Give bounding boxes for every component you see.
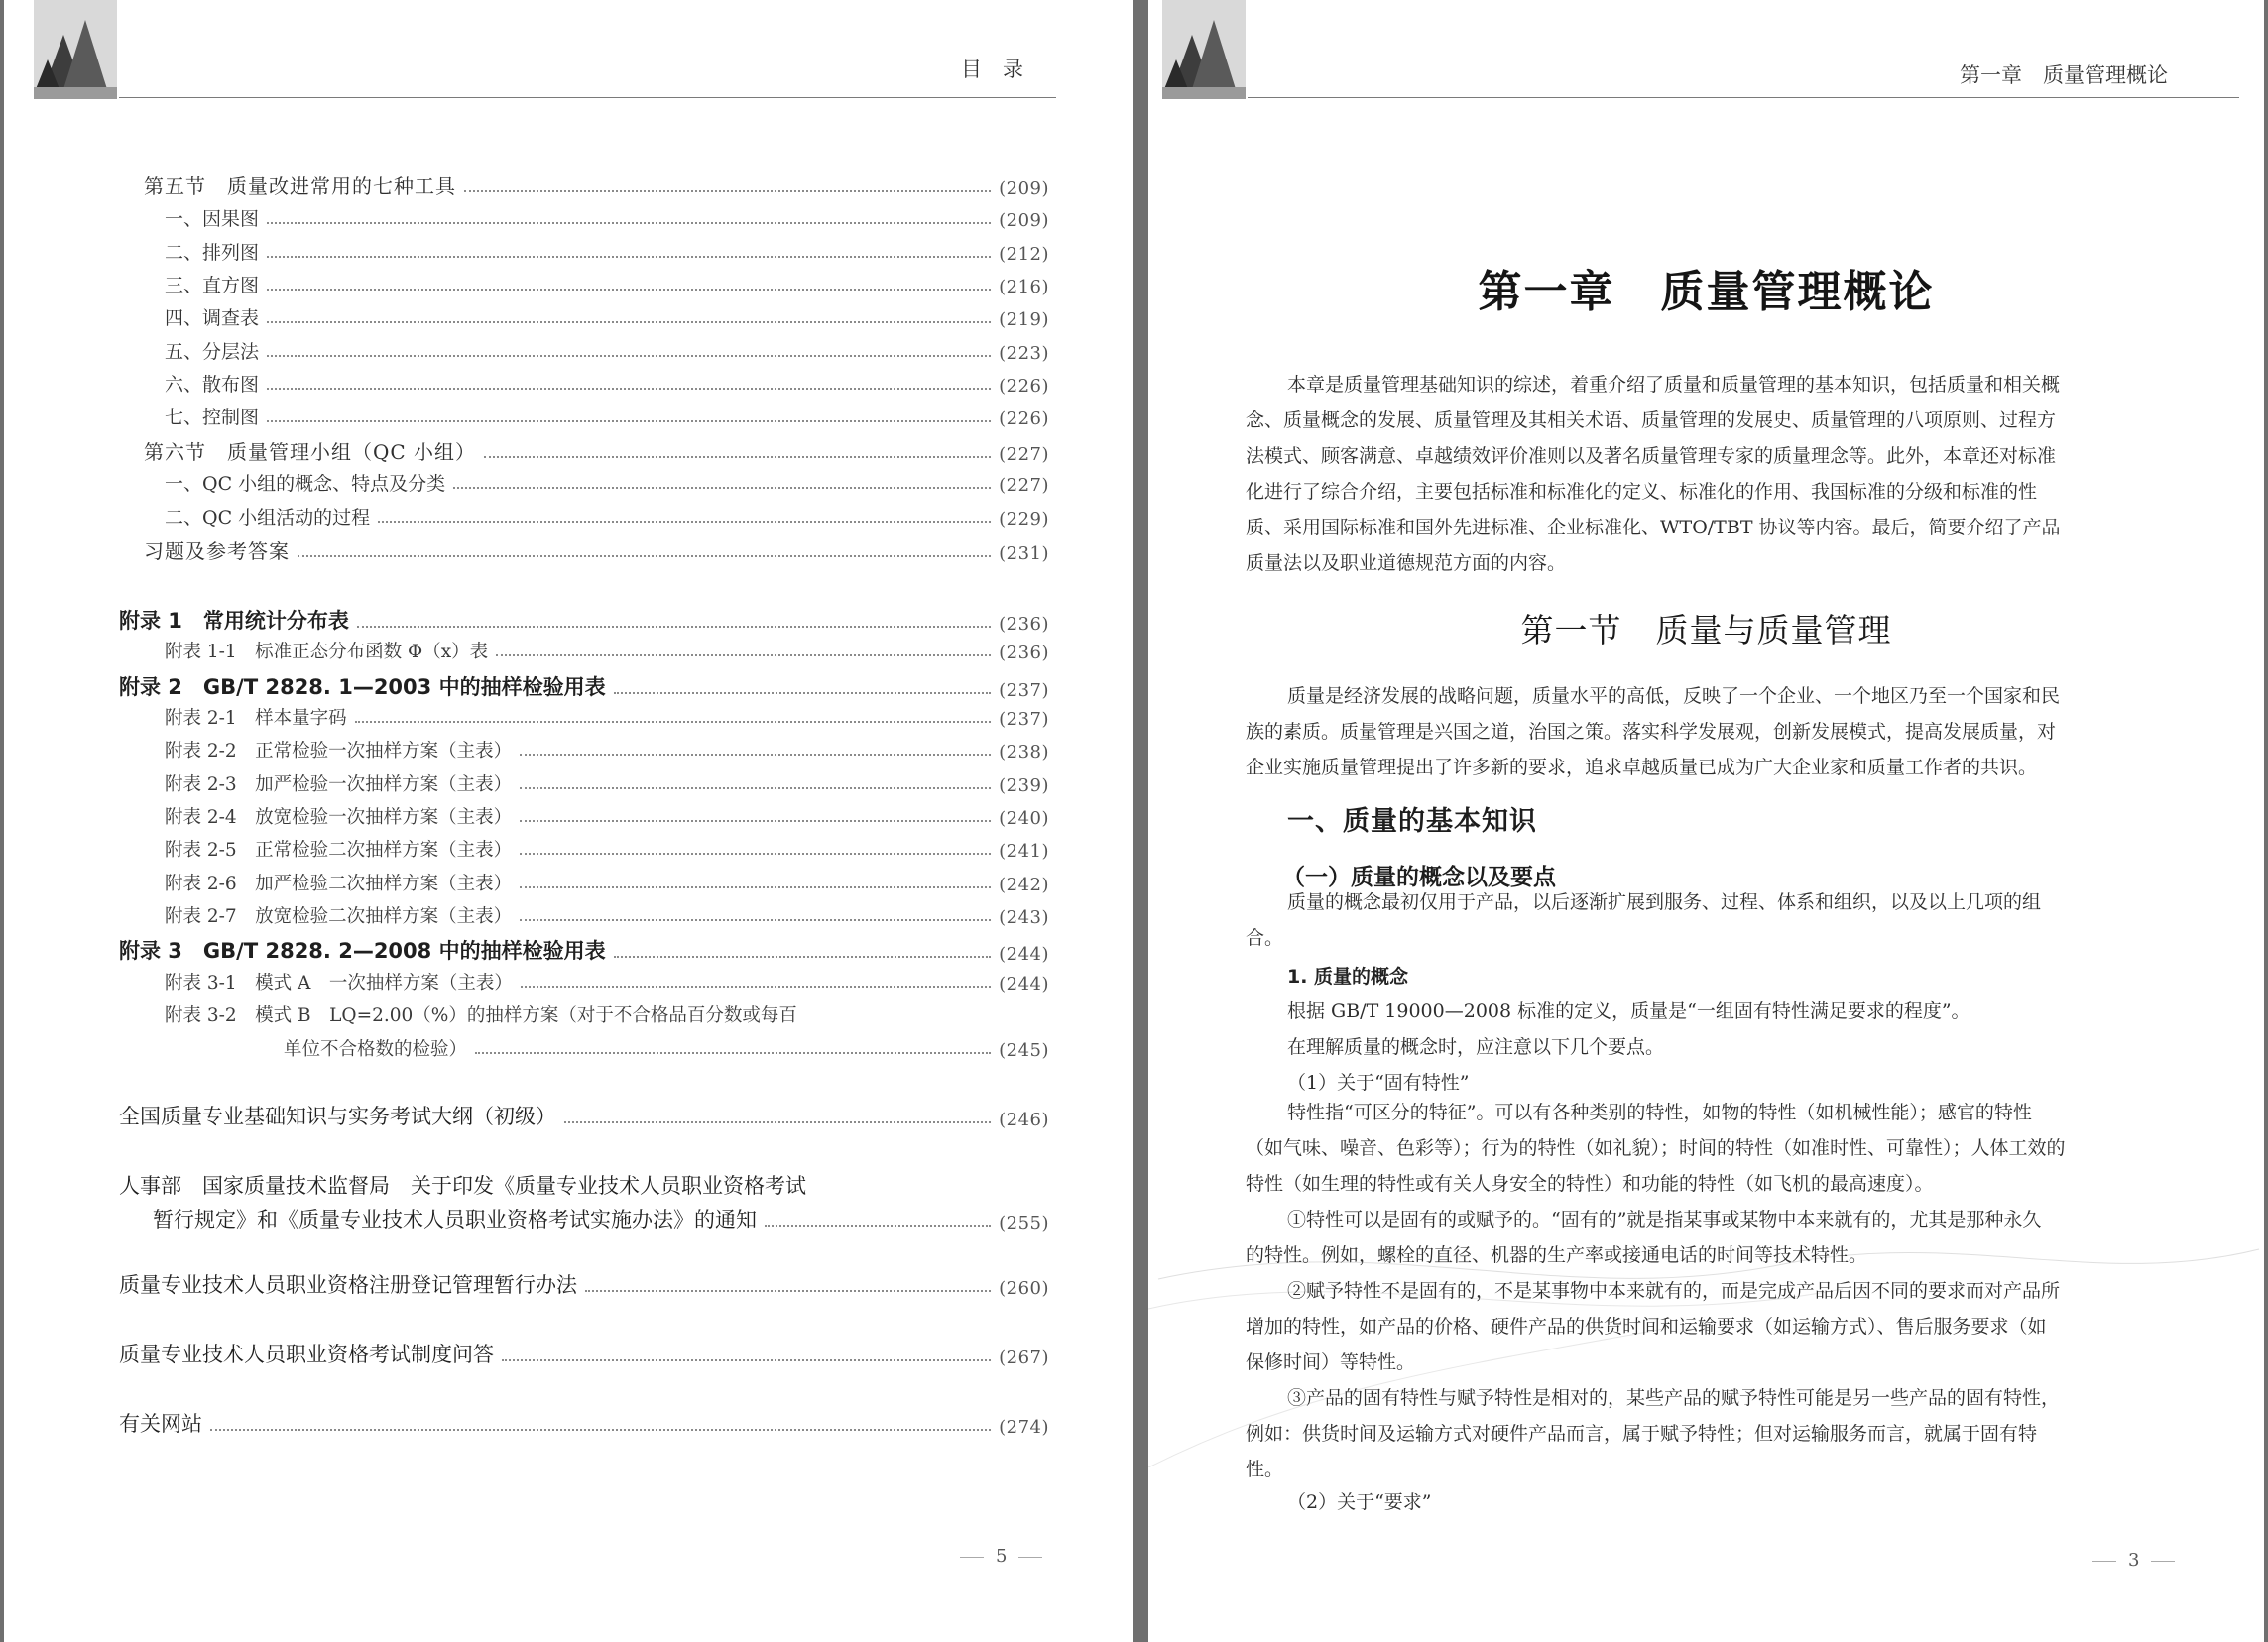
toc-entry-title: 二、排列图 <box>165 242 260 264</box>
toc-entry[interactable] <box>165 836 1049 862</box>
paragraph-line: 合。 <box>1246 927 1284 949</box>
point-2-paragraph <box>1246 1273 2178 1380</box>
toc-entry-title: 附表 2-6 加严检验二次抽样方案（主表） <box>165 874 513 894</box>
dot-leader <box>585 1290 991 1292</box>
header-rule <box>1248 97 2239 98</box>
toc-entry-page: (267) <box>999 1348 1049 1368</box>
toc-entry-title: 三、直方图 <box>165 275 260 296</box>
note-text: 在理解质量的概念时，应注意以下几个要点。 <box>1287 1036 1665 1058</box>
toc-entry-page: (238) <box>999 742 1049 762</box>
paragraph-line: 特性（如生理的特性或有关人身安全的特性）和功能的特性（如飞机的最高速度）。 <box>1246 1173 1934 1195</box>
point-1-paragraph <box>1246 1202 2178 1273</box>
paragraph-line: 族的素质。质量管理是兴国之道，治国之策。落实科学发展观，创新发展模式，提高发展质量，对 <box>1246 721 2057 743</box>
left-page <box>4 0 1133 1642</box>
toc-entry[interactable] <box>165 303 1049 330</box>
toc-entry-title: 附录 3 GB/T 2828. 2—2008 中的抽样检验用表 <box>119 939 606 963</box>
dot-leader <box>464 190 991 192</box>
dot-leader <box>614 956 992 958</box>
toc-entry-title: 有关网站 <box>119 1412 202 1436</box>
paragraph-line: 化进行了综合介绍，主要包括标准和标准化的定义、标准化的作用、我国标准的分级和标准的性 <box>1246 481 2038 503</box>
toc-entry-title: 一、因果图 <box>165 208 260 230</box>
toc-entry-title: 七、控制图 <box>165 407 260 428</box>
paragraph-line: 保修时间）等特性。 <box>1246 1351 1416 1373</box>
dot-leader <box>267 355 991 357</box>
point-3-paragraph <box>1246 1380 2178 1487</box>
dot-leader <box>564 1121 991 1123</box>
toc-entry-page: (223) <box>999 343 1049 364</box>
paragraph-line: （如气味、噪音、色彩等）；行为的特性（如礼貌）；时间的特性（如准时性、可靠性）；人体工效的 <box>1246 1137 2066 1159</box>
toc-entry[interactable] <box>165 238 1049 265</box>
dot-leader <box>614 692 992 694</box>
paragraph-line: 例如：供货时间及运输方式对硬件产品而言，属于赋予特性；但对运输服务而言，就属于固有特 <box>1246 1423 2038 1445</box>
toc-entry-title: 第六节 质量管理小组（QC 小组） <box>144 440 477 464</box>
toc-entry-page: (236) <box>999 614 1049 635</box>
toc-entry-title: 附表 3-1 模式 A 一次抽样方案（主表） <box>165 973 513 994</box>
toc-entry-page: (244) <box>999 944 1049 965</box>
dot-leader <box>355 721 991 723</box>
toc-entry-title: 附表 1-1 标准正态分布函数 Φ（x）表 <box>165 642 489 662</box>
toc-entry[interactable] <box>165 704 1049 730</box>
toc-entry[interactable] <box>165 370 1049 397</box>
dot-leader <box>267 222 991 224</box>
toc-entry-title: 暂行规定》和《质量专业技术人员职业资格考试实施办法》的通知 <box>153 1208 757 1232</box>
toc-entry[interactable] <box>165 204 1049 231</box>
toc-entry-page: (243) <box>999 907 1049 928</box>
characteristics-paragraph <box>1246 1095 2178 1202</box>
paragraph-line: 性。 <box>1246 1459 1284 1480</box>
toc-entry[interactable] <box>165 803 1049 829</box>
toc-entry-title: 五、分层法 <box>165 341 260 363</box>
toc-entry[interactable] <box>119 1339 1049 1368</box>
toc-entry[interactable] <box>284 1035 1049 1061</box>
item-requirements: （2）关于“要求” <box>1287 1491 1432 1513</box>
toc-entry-page: (260) <box>999 1278 1049 1299</box>
toc-entry-title: 附录 1 常用统计分布表 <box>119 609 349 633</box>
toc-entry-title: 单位不合格数的检验） <box>284 1039 468 1060</box>
dot-leader <box>502 1359 991 1361</box>
dot-leader <box>765 1225 991 1227</box>
dot-leader <box>520 787 991 789</box>
paragraph-line: 质量的概念最初仅用于产品，以后逐渐扩展到服务、过程、体系和组织，以及以上几项的组 <box>1287 891 2042 913</box>
toc-entry[interactable] <box>165 271 1049 297</box>
toc-entry-page: (231) <box>999 543 1049 564</box>
dot-leader <box>267 321 991 323</box>
dot-leader <box>520 919 991 921</box>
page-number: 3 <box>2081 1550 2187 1571</box>
dot-leader <box>267 420 991 422</box>
chapter-intro <box>1246 367 2178 581</box>
toc-entry[interactable] <box>119 1101 1049 1130</box>
toc-entry[interactable] <box>165 469 1049 496</box>
publisher-logo-icon <box>1162 0 1246 99</box>
toc-entry-title: 质量专业技术人员职业资格注册登记管理暂行办法 <box>119 1273 577 1297</box>
running-header: 第一章 质量管理概论 <box>1960 63 2168 87</box>
toc-entry[interactable] <box>165 770 1049 796</box>
chapter-title: 第一章 质量管理概论 <box>1478 267 1935 317</box>
dot-leader <box>210 1429 991 1431</box>
toc-entry[interactable] <box>153 1204 1049 1233</box>
toc-entry[interactable] <box>165 737 1049 762</box>
paragraph-line: 特性指“可区分的特征”。可以有各种类别的特性，如物的特性（如机械性能）；感官的特性 <box>1287 1102 2032 1123</box>
toc-entry-page: (212) <box>999 244 1049 265</box>
toc-entry[interactable] <box>165 870 1049 895</box>
toc-entry[interactable] <box>119 671 1049 701</box>
toc-entry-page: (242) <box>999 875 1049 895</box>
toc-entry[interactable] <box>165 902 1049 928</box>
dot-leader <box>453 487 991 489</box>
dot-leader <box>521 986 991 988</box>
toc-entry-page: (237) <box>999 709 1049 730</box>
toc-entry-title: 附表 2-2 正常检验一次抽样方案（主表） <box>165 741 513 762</box>
heading-definition: 1. 质量的概念 <box>1287 966 1409 988</box>
toc-entry-page: (245) <box>999 1040 1049 1061</box>
toc-entry-page: (216) <box>999 277 1049 297</box>
paragraph-line: 增加的特性，如产品的价格、硬件产品的供货时间和运输要求（如运输方式）、售后服务要求（如 <box>1246 1316 2047 1338</box>
toc-entry-page: (240) <box>999 808 1049 829</box>
paragraph-line: 念、质量概念的发展、质量管理及其相关术语、质量管理的发展史、质量管理的八项原则、过程方 <box>1246 410 2057 431</box>
toc-entry[interactable] <box>119 1269 1049 1299</box>
dot-leader <box>298 555 991 557</box>
toc-entry-title: 第五节 质量改进常用的七种工具 <box>144 175 456 198</box>
toc-entry-title: 二、QC 小组活动的过程 <box>165 507 371 528</box>
toc-entry[interactable] <box>165 403 1049 429</box>
section-title: 第一节 质量与质量管理 <box>1520 611 1892 649</box>
toc-entry[interactable] <box>119 605 1049 635</box>
dot-leader <box>520 820 991 822</box>
toc-entry-page: (227) <box>999 444 1049 465</box>
toc-entry-page: (227) <box>999 475 1049 496</box>
toc-entry-page: (274) <box>999 1417 1049 1438</box>
toc-entry-title: 附表 2-3 加严检验一次抽样方案（主表） <box>165 774 513 795</box>
toc-entry[interactable] <box>165 337 1049 364</box>
dot-leader <box>475 1052 991 1054</box>
page-number: 5 <box>948 1546 1054 1567</box>
toc-entry-title: 附表 2-1 样本量字码 <box>165 708 347 729</box>
toc-entry-title: 附录 2 GB/T 2828. 1—2003 中的抽样检验用表 <box>119 675 606 699</box>
dot-leader <box>496 654 991 656</box>
section-intro <box>1246 678 2178 785</box>
definition-text: 根据 GB/T 19000—2008 标准的定义，质量是“一组固有特性满足要求的程度”。 <box>1287 1000 1970 1022</box>
paragraph-line: ③产品的固有特性与赋予特性是相对的，某些产品的赋予特性可能是另一些产品的固有特性， <box>1287 1387 2061 1409</box>
toc-entry-page: (237) <box>999 680 1049 701</box>
dot-leader <box>520 886 991 888</box>
toc-entry-page: (239) <box>999 775 1049 796</box>
toc-entry-title: 质量专业技术人员职业资格考试制度问答 <box>119 1343 494 1366</box>
paragraph-line: 的特性。例如，螺栓的直径、机器的生产率或接通电话的时间等技术特性。 <box>1246 1244 1868 1266</box>
toc-entry-title: 全国质量专业基础知识与实务考试大纲（初级） <box>119 1105 556 1128</box>
paragraph-line: 质、采用国际标准和国外先进标准、企业标准化、WTO/TBT 协议等内容。最后，简要介绍了产品 <box>1246 517 2061 538</box>
toc-entry-page: (226) <box>999 409 1049 429</box>
toc-entry-title: 附表 2-4 放宽检验一次抽样方案（主表） <box>165 807 513 828</box>
toc-entry[interactable] <box>119 1408 1049 1438</box>
dot-leader <box>520 853 991 855</box>
paragraph-line: 企业实施质量管理提出了许多新的要求，追求卓越质量已成为广大企业家和质量工作者的共识。 <box>1246 757 2038 778</box>
concept-paragraph <box>1246 884 2178 956</box>
item-inherent-characteristics: （1）关于“固有特性” <box>1287 1072 1470 1094</box>
toc-entry-page: (246) <box>999 1110 1049 1130</box>
paragraph-line: 本章是质量管理基础知识的综述，着重介绍了质量和质量管理的基本知识，包括质量和相关概 <box>1287 374 2061 396</box>
dot-leader <box>267 256 991 258</box>
running-header: 目 录 <box>961 58 1023 81</box>
toc-entry-title: 附表 2-7 放宽检验二次抽样方案（主表） <box>165 906 513 927</box>
dot-leader <box>484 456 991 458</box>
paragraph-line: 质量法以及职业道德规范方面的内容。 <box>1246 552 1567 574</box>
toc-entry[interactable] <box>144 436 1049 465</box>
toc-entry-page: (244) <box>999 974 1049 995</box>
paragraph-line: ②赋予特性不是固有的，不是某事物中本来就有的，而是完成产品后因不同的要求而对产品所 <box>1287 1280 2061 1302</box>
toc-entry[interactable] <box>119 935 1049 965</box>
toc-entry-page: (236) <box>999 643 1049 663</box>
toc-entry-page: (209) <box>999 178 1049 199</box>
toc-entry-title: 一、QC 小组的概念、特点及分类 <box>165 473 446 495</box>
toc-entry[interactable] <box>165 969 1049 995</box>
toc-entry-page: (229) <box>999 509 1049 529</box>
toc-entry-title[interactable]: 附表 3-2 模式 B LQ=2.00（%）的抽样方案（对于不合格品百分数或每百 <box>165 1005 797 1026</box>
toc-entry-title: 附表 2-5 正常检验二次抽样方案（主表） <box>165 840 513 861</box>
toc-entry[interactable] <box>165 638 1049 663</box>
toc-entry[interactable] <box>144 171 1049 199</box>
toc-entry-title[interactable]: 人事部 国家质量技术监督局 关于印发《质量专业技术人员职业资格考试 <box>119 1174 806 1198</box>
heading-quality-concept: （一）质量的概念以及要点 <box>1282 865 1556 890</box>
toc-entry-page: (226) <box>999 376 1049 397</box>
paragraph-line: 质量是经济发展的战略问题，质量水平的高低，反映了一个企业、一个地区乃至一个国家和民 <box>1287 685 2061 707</box>
dot-leader <box>378 521 991 523</box>
heading-basic-knowledge: 一、质量的基本知识 <box>1287 806 1537 837</box>
toc-entry-page: (255) <box>999 1213 1049 1233</box>
right-page <box>1148 0 2264 1642</box>
toc-entry[interactable] <box>165 503 1049 529</box>
toc-entry-title: 习题及参考答案 <box>144 539 290 563</box>
paragraph-line: 法模式、顾客满意、卓越绩效评价准则以及著名质量管理专家的质量理念等。此外，本章还对标准 <box>1246 445 2057 467</box>
dot-leader <box>357 626 991 628</box>
dot-leader <box>520 754 991 756</box>
paragraph-line: ①特性可以是固有的或赋予的。“固有的”就是指某事或某物中本来就有的，尤其是那种永久 <box>1287 1209 2042 1231</box>
toc-entry-page: (241) <box>999 841 1049 862</box>
toc-entry-page: (219) <box>999 309 1049 330</box>
toc-entry-title: 六、散布图 <box>165 374 260 396</box>
toc-entry-title: 四、调查表 <box>165 307 260 329</box>
dot-leader <box>267 289 991 291</box>
table-of-contents <box>4 0 1133 1642</box>
toc-entry-page: (209) <box>999 210 1049 231</box>
dot-leader <box>267 388 991 390</box>
toc-entry[interactable] <box>144 535 1049 564</box>
